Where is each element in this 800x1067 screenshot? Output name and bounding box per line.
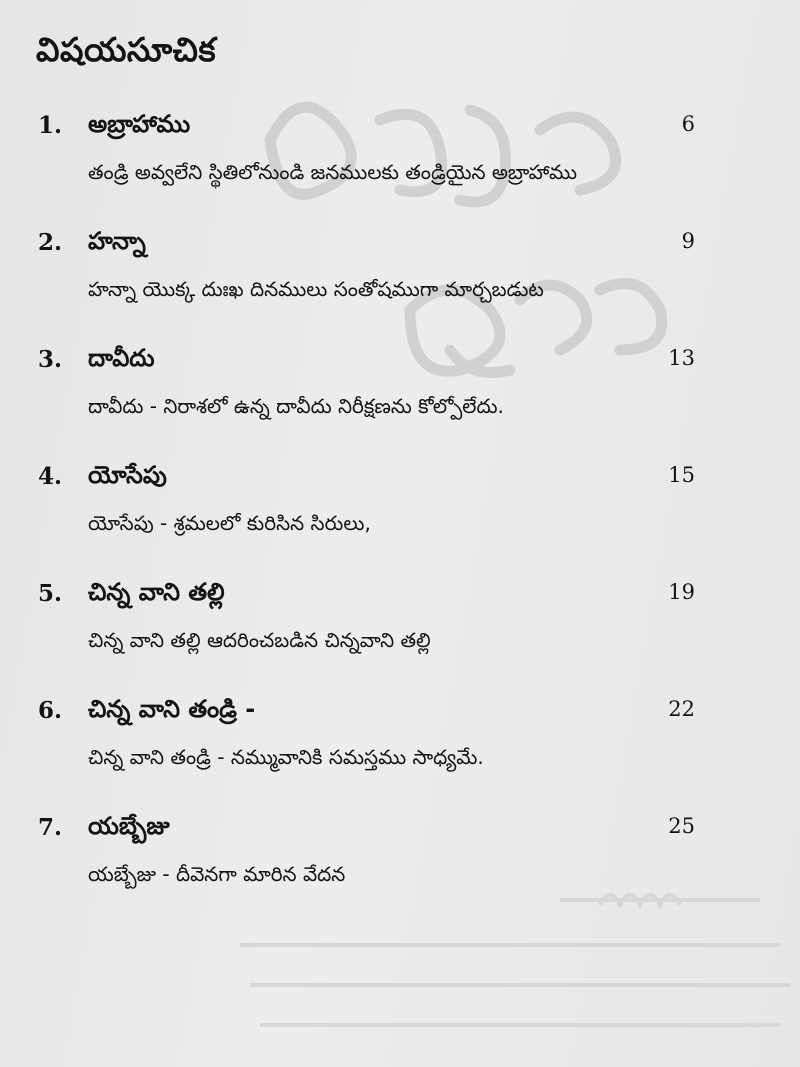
- entry-title: చిన్న వాని తండ్రి -: [88, 695, 256, 723]
- entry-title: చిన్న వాని తల్లి: [88, 578, 225, 606]
- toc-entry: [0, 108, 800, 225]
- toc-entry: [0, 693, 800, 810]
- entry-page-number: 19: [668, 580, 695, 604]
- entry-number: 6.: [38, 697, 63, 724]
- entry-subtitle: యోసేపు - శ్రమలలో కురిసిన సిరులు,: [88, 511, 371, 535]
- toc-entry: [0, 459, 800, 576]
- entry-page-number: 6: [681, 112, 695, 136]
- toc-entry: [0, 576, 800, 693]
- entry-title: యబ్బేజు: [88, 812, 170, 840]
- entry-page-number: 25: [668, 814, 695, 838]
- toc-entry: [0, 342, 800, 459]
- entry-number: 7.: [38, 814, 63, 841]
- toc-title: విషయసూచిక: [36, 30, 217, 69]
- entry-number: 4.: [38, 463, 63, 490]
- entry-subtitle: తండ్రి అవ్వలేని స్థితిలోనుండి జనములకు తండ్రియైన అబ్రాహాము: [88, 160, 578, 184]
- entry-number: 2.: [38, 229, 63, 256]
- entry-number: 1.: [38, 112, 63, 139]
- toc-list: [0, 108, 800, 927]
- entry-title: దావీదు: [88, 344, 155, 372]
- entry-page-number: 22: [668, 697, 695, 721]
- entry-page-number: 9: [681, 229, 695, 253]
- toc-entry: [0, 225, 800, 342]
- entry-title: అబ్రాహాము: [88, 110, 191, 138]
- entry-page-number: 15: [668, 463, 695, 487]
- toc-entry: [0, 810, 800, 927]
- entry-subtitle: చిన్న వాని తల్లి ఆదరించబడిన చిన్నవాని తల్లి: [88, 628, 431, 652]
- entry-number: 5.: [38, 580, 63, 607]
- entry-subtitle: హన్నా యొక్క దుఃఖ దినములు సంతోషముగా మార్చబడుట: [88, 277, 544, 301]
- entry-subtitle: చిన్న వాని తండ్రి - నమ్మువానికి సమస్తము సాధ్యమే.: [88, 745, 484, 769]
- entry-title: హన్నా: [88, 227, 146, 255]
- entry-number: 3.: [38, 346, 63, 373]
- entry-subtitle: దావీదు - నిరాశలో ఉన్న దావీదు నిరీక్షణను కోల్పోలేదు.: [88, 394, 504, 418]
- entry-subtitle: యబ్బేజు - దీవెనగా మారిన వేదన: [88, 862, 346, 886]
- entry-page-number: 13: [668, 346, 695, 370]
- entry-title: యోసేపు: [88, 461, 167, 489]
